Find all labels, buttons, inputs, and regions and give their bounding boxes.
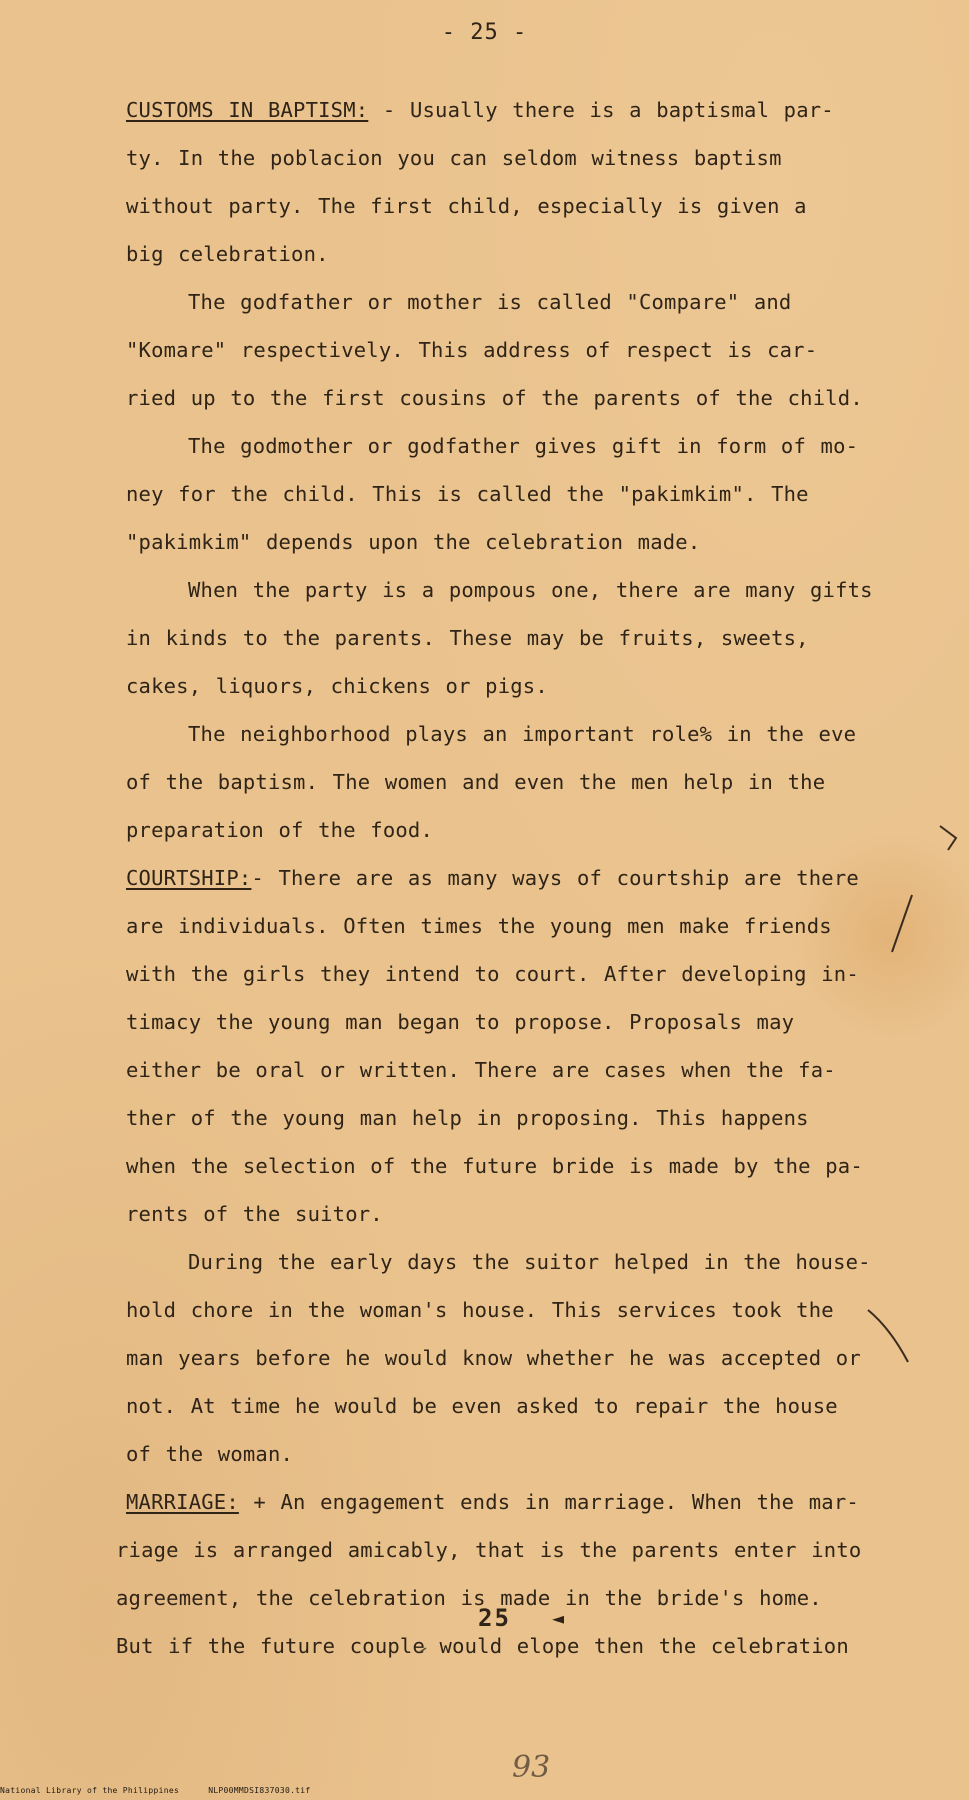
text-line: man years before he would know whether he was accepted or — [126, 1346, 861, 1370]
text-line: The godmother or godfather gives gift in form of mo- — [188, 434, 859, 458]
text-line: "Komare" respectively. This address of respect is car- — [126, 338, 818, 362]
text-line: ried up to the first cousins of the parents of the child. — [126, 386, 863, 410]
line-text: - There are as many ways of courtship are there — [251, 866, 859, 890]
text-line: rents of the suitor. — [126, 1202, 383, 1226]
text-line: The neighborhood plays an important role% in the eve — [188, 722, 857, 746]
text-line: of the baptism. The women and even the men help in the — [126, 770, 826, 794]
text-line: "pakimkim" depends upon the celebration made. — [126, 530, 701, 554]
pen-mark-stroke — [868, 1310, 908, 1362]
text-line: are individuals. Often times the young men make friends — [126, 914, 832, 938]
text-line: ty. In the poblacion you can seldom witness baptism — [126, 146, 782, 170]
text-line: not. At time he would be even asked to repair the house — [126, 1394, 838, 1418]
stamp-library: National Library of the Philippines — [0, 1786, 180, 1795]
section-heading: CUSTOMS IN BAPTISM: — [126, 98, 369, 122]
handwritten-number: 93 — [512, 1750, 551, 1785]
text-line: timacy the young man began to propose. Proposals may — [126, 1010, 795, 1034]
pen-mark-chevron — [940, 826, 956, 850]
text-line: with the girls they intend to court. After developing in- — [126, 962, 859, 986]
text-line: ney for the child. This is called the "pakimkim". The — [126, 482, 809, 506]
text-line: agreement, the celebration is made in the bride's home. — [116, 1586, 822, 1610]
text-line: of the woman. — [126, 1442, 294, 1466]
text-line: riage is arranged amicably, that is the parents enter into — [116, 1538, 862, 1562]
text-line: big celebration. — [126, 242, 329, 266]
archive-stamp — [0, 1786, 335, 1795]
text-line: either be oral or written. There are cases when the fa- — [126, 1058, 836, 1082]
text-line: in kinds to the parents. These may be fruits, sweets, — [126, 626, 809, 650]
pen-mark-dot — [420, 1648, 426, 1652]
text-line: During the early days the suitor helped in the house- — [188, 1250, 871, 1274]
text-line: without party. The first child, especially is given a — [126, 194, 807, 218]
footer-page-number: 25 — [478, 1604, 511, 1632]
text-line: The godfather or mother is called "Compare" and — [188, 290, 792, 314]
text-line: when the selection of the future bride is made by the pa- — [126, 1154, 863, 1178]
text-line: preparation of the food. — [126, 818, 434, 842]
pen-mark-slash — [892, 895, 912, 952]
text-line: But if the future couple would elope then the celebration — [116, 1634, 849, 1658]
page-number: - 25 - — [441, 20, 528, 45]
stamp-file: NLP00MMDSI837030.tif — [208, 1786, 311, 1795]
text-line: When the party is a pompous one, there are many gifts — [188, 578, 873, 602]
line-text: + An engagement ends in marriage. When the mar- — [238, 1490, 859, 1514]
text-line: ther of the young man help in proposing. This happens — [126, 1106, 809, 1130]
text-line: cakes, liquors, chickens or pigs. — [126, 674, 548, 698]
line-text: - Usually there is a baptismal par- — [368, 98, 834, 122]
section-heading: MARRIAGE: — [126, 1490, 239, 1514]
text-line: hold chore in the woman's house. This services took the — [126, 1298, 834, 1322]
footer-arrow-icon: ◄ — [552, 1606, 565, 1630]
section-heading: COURTSHIP: — [126, 866, 252, 890]
